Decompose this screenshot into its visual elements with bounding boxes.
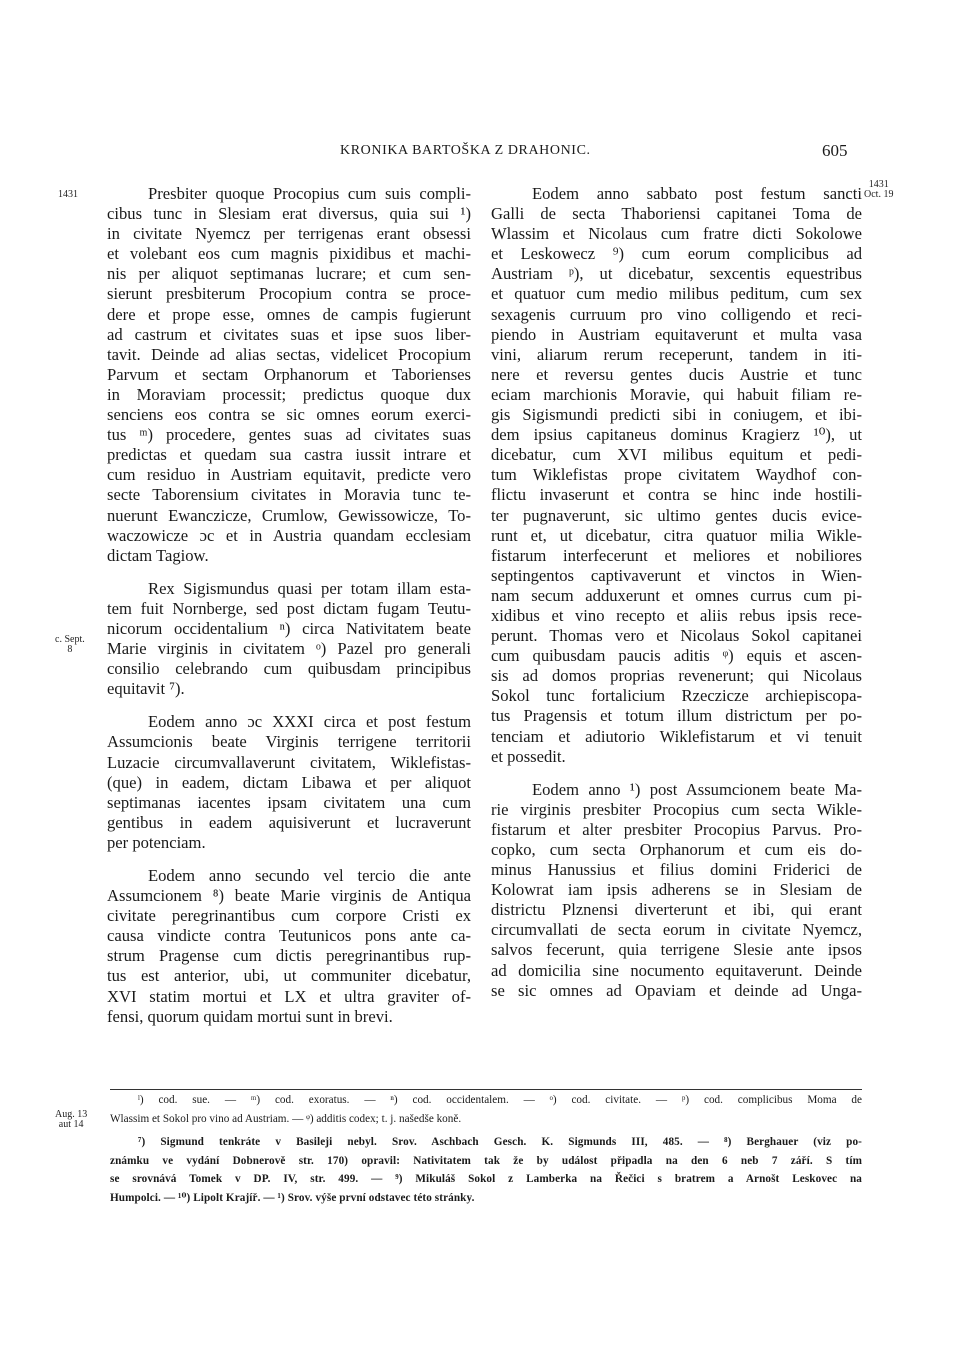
text-line: sierunt presbiterum Procopium contra se proce- xyxy=(107,284,471,304)
text-line: minus Hanussius et filius domini Friderici de xyxy=(491,860,862,880)
text-line: Austriam ᵖ), ut dicebatur, sexcentis equestribus xyxy=(491,264,862,284)
text-line: nis per aliquot septimanas lucrare; et cum sen- xyxy=(107,264,471,284)
text-line: Marie virginis in civitatem ᵒ) Pazel pro generali xyxy=(107,639,471,659)
margin-day: 8 xyxy=(67,644,73,655)
footnote-line: známku ve vydání Dobnerově str. 170) opravil: Nativitatem tak že by událost připadla na den 6 neb 7 září. S tím xyxy=(110,1154,862,1167)
text-line: tenciam et adiutorio Wiklefistarum et vi tenuit xyxy=(491,726,862,746)
text-line: vini, aliarum rerum receperunt, tandem in iti- xyxy=(491,344,862,364)
text-line: Eodem anno sabbato post festum sancti xyxy=(532,184,862,203)
text-line: ad castrum et civitates suas et ipse suos liber- xyxy=(107,324,471,344)
text-line: ter pugnaverunt, sic ultimo gentes ducis evice- xyxy=(491,505,862,525)
text-line: Presbiter quoque Procopius cum suis compli- xyxy=(148,184,471,203)
text-line: piendo in Austriam equitaverunt et multa vasa xyxy=(491,324,862,344)
margin-note-september xyxy=(55,635,85,655)
footnote-divider xyxy=(110,1089,862,1090)
margin-year: 1431 xyxy=(868,179,889,190)
text-line: et possedit. xyxy=(491,746,566,766)
margin-date-alt: aut 14 xyxy=(58,1119,84,1130)
text-line: Sokol tunc fortalicium Rzeczicze archiepiscopa- xyxy=(491,686,862,706)
text-line: in civitate Nyemcz per terrigenas erant obsessi xyxy=(107,224,471,244)
text-line: ad domicilia sine nocumento equitaverunt. Deinde xyxy=(491,960,862,980)
footnote-line: Wlassim et Sokol pro vino ad Austriam. — ᵠ) additis codex; t. j. našedše koně. xyxy=(110,1112,462,1125)
text-line: Assumcionis beate Virginis terrigene territorii xyxy=(107,732,471,752)
text-line: Wlassim et Nicolaus cum fratre dicti Sokolowe xyxy=(491,224,862,244)
text-line: gis Sigismundi predicti sibi in coniugem, et ibi- xyxy=(491,405,862,425)
critical-apparatus xyxy=(110,1091,862,1128)
text-line: sexagenis curruum pro vino colligendo et reci- xyxy=(491,304,862,324)
text-line: dem ipsius capitaneus dominus Kragierz ¹⁰), ut xyxy=(491,425,862,445)
text-line: cum quibusdam paucis aditis ᵠ) equis et ascen- xyxy=(491,646,862,666)
text-line: Assumcionem ⁸) beate Marie virginis de Antiqua xyxy=(107,886,471,906)
text-line: causa vindicte contra Teutunicos pons ante ca- xyxy=(107,926,471,946)
text-line: tum Wiklefistas prope civitatem Waydhof con- xyxy=(491,465,862,485)
paragraph-gap xyxy=(107,566,471,579)
margin-note-august xyxy=(55,1110,87,1130)
historical-footnotes xyxy=(110,1133,862,1207)
text-line: senciens eos contra se sic omnes eorum exerci- xyxy=(107,405,471,425)
text-line: fistarum et alter presbiter Procopius Parvus. Pro- xyxy=(491,819,862,839)
text-line: XVI statim mortui et LX et ultra graviter of- xyxy=(107,986,471,1006)
running-head: KRONIKA BARTOŠKA Z DRAHONIC. xyxy=(340,143,591,158)
text-line: et Leskowecz ⁹) cum eorum complicibus ad xyxy=(491,244,862,264)
text-line: tus Pragensis et totum illum districtum per po- xyxy=(491,706,862,726)
footnote-line: ⁷) Sigmund tenkráte v Basileji nebyl. Srov. Aschbach Gesch. K. Sigmunds III, 485. — ⁸) Berghauer (viz po- xyxy=(138,1136,862,1148)
text-line: circumvallati de secta eorum in civitate Nyemcz, xyxy=(491,920,862,940)
text-line: perunt. Thomas vero et Nicolaus Sokol capitanei xyxy=(491,626,862,646)
text-line: secte Taborensium civitates in Moravia tunc te- xyxy=(107,485,471,505)
margin-year: 1431 xyxy=(58,189,78,200)
margin-date: c. Sept. xyxy=(55,634,85,645)
text-line: tus ᵐ) procedere, gentes suas ad civitates suas xyxy=(107,425,471,445)
paragraph-gap xyxy=(107,699,471,712)
text-line: fensi, quorum quidam mortui sunt in brevi. xyxy=(107,1006,393,1026)
text-line: Eodem anno secundo vel tercio die ante xyxy=(148,866,471,885)
text-line: nere et reversu gentes ducis Austrie et tunc xyxy=(491,364,862,384)
page-number: 605 xyxy=(822,141,848,160)
text-line: districtu Plznensi diverterunt et ibi, qui erant xyxy=(491,900,862,920)
text-line: tem fuit Nornberge, sed post dictam fugam Teutu- xyxy=(107,598,471,618)
text-line: tavit. Deinde ad alias sectas, videlicet Procopium xyxy=(107,344,471,364)
text-line: gentibus in eadem aquisiverunt et lucraverunt xyxy=(107,812,471,832)
right-text-column xyxy=(491,184,862,1001)
text-line: dictam Tagiow. xyxy=(107,545,209,565)
text-line: per potenciam. xyxy=(107,832,206,852)
text-line: (que) in eadem, dictam Libawa et per aliquot xyxy=(107,772,471,792)
text-line: xidibus et vino recepto et aliis rebus ipsis rece- xyxy=(491,605,862,625)
text-line: waczowicze ɔc et in Austria quandam ecclesiam xyxy=(107,525,471,545)
text-line: Luzacie circumvallaverunt civitatem, Wiklefistas- xyxy=(107,752,471,772)
text-line: eciam marchionis Moravie, qui habuit filiam re- xyxy=(491,384,862,404)
page-header xyxy=(0,141,960,165)
text-line: Parvum et sectam Orphanorum et Taborienses xyxy=(107,364,471,384)
text-line: tus est anterior, ubi, ut communiter dicebatur, xyxy=(107,966,471,986)
margin-note-october xyxy=(864,180,893,200)
text-line: sis ad domos proprias revenerunt; qui Nicolaus xyxy=(491,666,862,686)
paragraph-gap xyxy=(107,853,471,866)
text-line: predictas et quedam sua castra iussit intrare et xyxy=(107,445,471,465)
text-line: Rex Sigismundus quasi per totam illam esta- xyxy=(148,578,471,598)
text-line: Eodem anno ¹) post Assumcionem beate Ma- xyxy=(532,779,862,799)
text-line: strum Pragense cum dictis peregrinantibus rup- xyxy=(107,946,471,966)
text-line: septimanas iacentes ipsam civitatem una cum xyxy=(107,792,471,812)
left-text-column xyxy=(107,184,471,1027)
text-line: et volebant eos cum magnis pixidibus et machi- xyxy=(107,244,471,264)
footnote-line: ˡ) cod. sue. — ᵐ) cod. exoratus. — ⁿ) cod. occidentalem. — ᵒ) cod. civitate. — ᵖ) cod. complicibus Moma de xyxy=(138,1094,862,1106)
text-line: dere et prope esse, omnes de campis fugierunt xyxy=(107,304,471,324)
text-line: flictu invaserunt et contra se hinc inde hostili- xyxy=(491,485,862,505)
text-line: salvos fecerunt, quia terrigene Slesie ante ipsos xyxy=(491,940,862,960)
text-line: Kolowrat iam ipsis adherens se in Slesiam de xyxy=(491,880,862,900)
text-line: Galli de secta Thaboriensi capitanei Toma de xyxy=(491,204,862,224)
margin-date: Aug. 13 xyxy=(55,1109,88,1120)
text-line: se sic omnes ad Opaviam et deinde ad Unga- xyxy=(491,980,862,1000)
text-line: septingentos captivaverunt et vinctos in Wien- xyxy=(491,565,862,585)
text-line: civitate peregrinantibus cum corpore Cristi ex xyxy=(107,906,471,926)
text-line: nicorum occidentalium ⁿ) circa Nativitatem beate xyxy=(107,618,471,638)
text-line: et quatuor cum medio milibus peditum, cum sex xyxy=(491,284,862,304)
text-line: cibus tunc in Slesiam erat diversus, quia sui ¹) xyxy=(107,204,471,224)
text-line: nuerunt Ewanczicze, Crumlow, Gewissowicze, To- xyxy=(107,505,471,525)
paragraph-gap xyxy=(491,767,862,780)
margin-date: Oct. 19 xyxy=(864,189,894,200)
text-line: Eodem anno ɔc XXXI circa et post festum xyxy=(148,712,471,732)
text-line: dicebatur, cum XVI milibus equitum et pedi- xyxy=(491,445,862,465)
text-line: copko, cum secta Orphanorum et cum eis do- xyxy=(491,840,862,859)
text-line: runt et, ut dicebatur, citra quatuor milia Wikle- xyxy=(491,525,862,545)
text-line: cum residuo in Austriam equitavit, predicte vero xyxy=(107,465,471,485)
text-line: consilio celebrando cum quibusdam principibus xyxy=(107,659,471,679)
margin-note-year-left xyxy=(58,190,78,200)
text-line: nam secum adduxerunt et omnes currus cum pi- xyxy=(491,585,862,605)
text-line: in Moraviam processit; predictus quoque dux xyxy=(107,384,471,404)
text-line: rie virginis presbiter Procopius cum secta Wikle- xyxy=(491,799,862,819)
text-line: equitavit ⁷). xyxy=(107,679,185,699)
footnote-line: Humpolci. — ¹⁰) Lipolt Krajíř. — ¹) Srov. výše první odstavec této stránky. xyxy=(110,1191,475,1204)
footnote-line: se srovnává Tomek v DP. IV, str. 499. — ⁹) Mikuláš Sokol z Lamberka na Řečici s bratrem a Arnošt Leskovec na xyxy=(110,1173,862,1186)
text-line: fistarum interfecerunt et meliores et nobiliores xyxy=(491,545,862,565)
